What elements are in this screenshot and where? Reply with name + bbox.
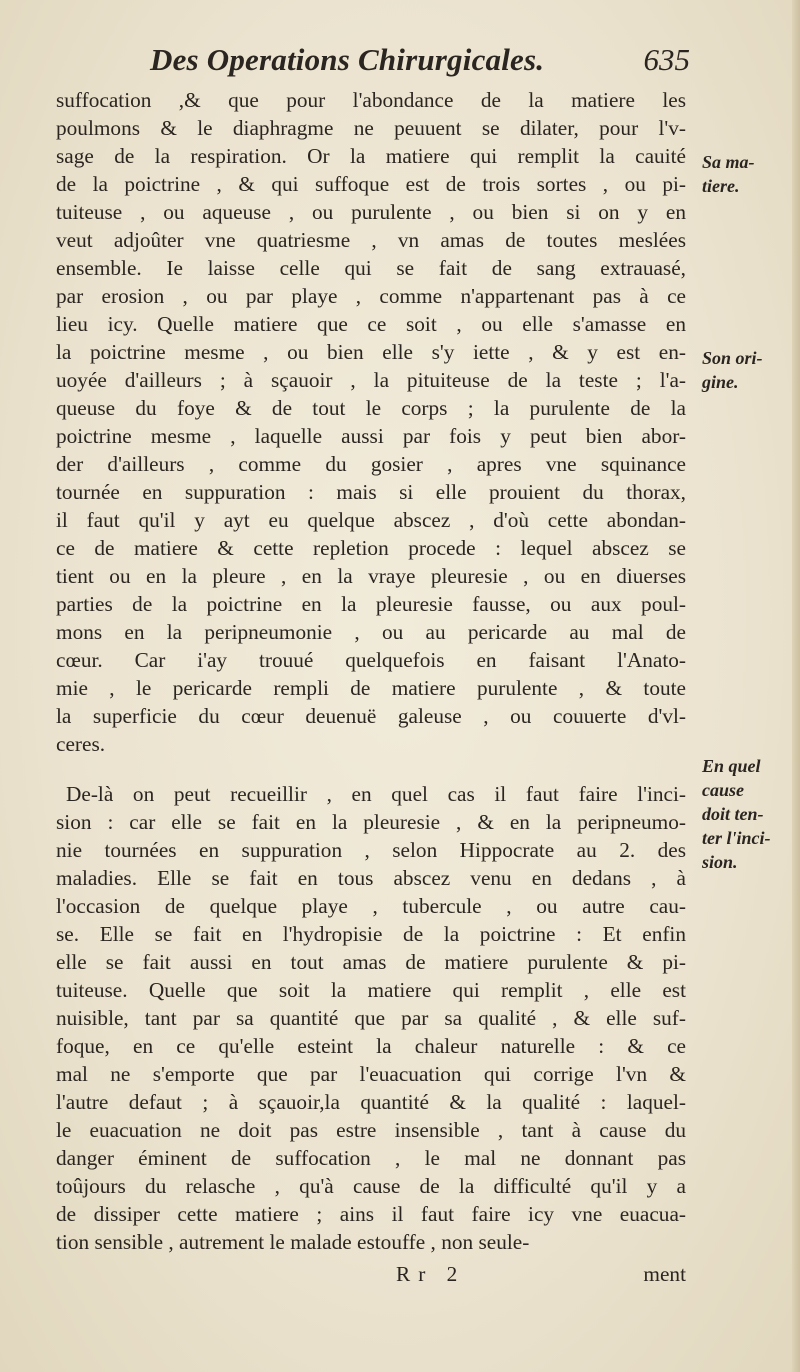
text-line: sion : car elle se fait en la pleuresie , & en la peripneumo- (56, 810, 686, 834)
text-line: de la poictrine , & qui suffoque est de trois sortes , ou pi- (56, 172, 686, 196)
text-line: l'autre defaut ; à sçauoir,la quantité & la qualité : laquel- (56, 1090, 686, 1114)
margin-note (702, 754, 796, 874)
text-line: suffocation ,& que pour l'abondance de la matiere les (56, 88, 686, 112)
text-line: tournée en suppuration : mais si elle prouient du thorax, (56, 480, 686, 504)
margin-note-line: doit ten- (702, 804, 764, 824)
text-line: il faut qu'il y ayt eu quelque abscez , d'où cette abondan- (56, 508, 686, 532)
text-line: mal ne s'emporte que par l'euacuation qui corrige l'vn & (56, 1062, 686, 1086)
text-line: lieu icy. Quelle matiere que ce soit , ou elle s'amasse en (56, 312, 686, 336)
margin-note-line: Sa ma- (702, 152, 755, 172)
margin-note-line: gine. (702, 372, 739, 392)
text-line: danger éminent de suffocation , le mal ne donnant pas (56, 1146, 686, 1170)
paragraph-gap (56, 758, 686, 780)
text-line: ceres. (56, 732, 106, 756)
margin-note (702, 346, 796, 394)
text-line: sage de la respiration. Or la matiere qui remplit la cauité (56, 144, 686, 168)
text-line: l'occasion de quelque playe , tubercule , ou autre cau- (56, 894, 686, 918)
text-line: par erosion , ou par playe , comme n'appartenant pas à ce (56, 284, 686, 308)
running-title: Des Operations Chirurgicales. (150, 42, 545, 77)
margin-note-line: tiere. (702, 176, 740, 196)
text-line: nuisible, tant par sa quantité que par sa qualité , & elle suf- (56, 1006, 686, 1030)
margin-note-line: En quel (702, 756, 761, 776)
text-line: der d'ailleurs , comme du gosier , apres vne squinance (56, 452, 686, 476)
page-edge (792, 0, 800, 1372)
text-line: se. Elle se fait en l'hydropisie de la poictrine : Et enfin (56, 922, 686, 946)
page-header (150, 42, 690, 82)
text-line: foque, en ce qu'elle esteint la chaleur naturelle : & ce (56, 1034, 686, 1058)
text-line: De-là on peut recueillir , en quel cas il faut faire l'inci- (66, 782, 686, 806)
margin-note-line: cause (702, 780, 744, 800)
page-number: 635 (643, 42, 690, 77)
margin-note-line: Son ori- (702, 348, 763, 368)
text-line: queuse du foye & de tout le corps ; la purulente de la (56, 396, 686, 420)
page-footer (56, 1262, 686, 1290)
text-line: poulmons & le diaphragme ne peuuent se dilater, pour l'v- (56, 116, 686, 140)
main-text (56, 86, 686, 1256)
text-line: poictrine mesme , laquelle aussi par fois y peut bien abor- (56, 424, 686, 448)
text-line: cœur. Car i'ay trouué quelquefois en faisant l'Anato- (56, 648, 686, 672)
text-line: le euacuation ne doit pas estre insensible , tant à cause du (56, 1118, 686, 1142)
catchword: ment (643, 1262, 686, 1286)
text-line: la poictrine mesme , ou bien elle s'y iette , & y est en- (56, 340, 686, 364)
text-line: tuiteuse , ou aqueuse , ou purulente , ou bien si on y en (56, 200, 686, 224)
text-line: mons en la peripneumonie , ou au pericarde au mal de (56, 620, 686, 644)
text-line: parties de la poictrine en la pleuresie fausse, ou aux poul- (56, 592, 686, 616)
margin-note-line: sion. (702, 852, 738, 872)
text-line: la superficie du cœur deuenuë galeuse , ou couuerte d'vl- (56, 704, 686, 728)
text-line: ensemble. Ie laisse celle qui se fait de sang extrauasé, (56, 256, 686, 280)
text-line: veut adjoûter vne quatriesme , vn amas de toutes meslées (56, 228, 686, 252)
text-line: elle se fait aussi en tout amas de matiere purulente & pi- (56, 950, 686, 974)
text-line: de dissiper cette matiere ; ains il faut faire icy vne euacua- (56, 1202, 686, 1226)
margin-note-line: ter l'inci- (702, 828, 771, 848)
text-line: maladies. Elle se fait en tous abscez venu en dedans , à (56, 866, 686, 890)
text-line: mie , le pericarde rempli de matiere purulente , & toute (56, 676, 686, 700)
margin-note (702, 150, 796, 198)
text-line: tuiteuse. Quelle que soit la matiere qui remplit , elle est (56, 978, 686, 1002)
text-line: uoyée d'ailleurs ; à sçauoir , la pituiteuse de la teste ; l'a- (56, 368, 686, 392)
text-line: tient ou en la pleure , en la vraye pleuresie , ou en diuerses (56, 564, 686, 588)
text-line: nie tournées en suppuration , selon Hippocrate au 2. des (56, 838, 686, 862)
text-line: toûjours du relasche , qu'à cause de la difficulté qu'il y a (56, 1174, 686, 1198)
text-line: tion sensible , autrement le malade estouffe , non seule- (56, 1230, 530, 1254)
text-line: ce de matiere & cette repletion procede : lequel abscez se (56, 536, 686, 560)
signature-mark: Rr 2 (396, 1262, 466, 1286)
